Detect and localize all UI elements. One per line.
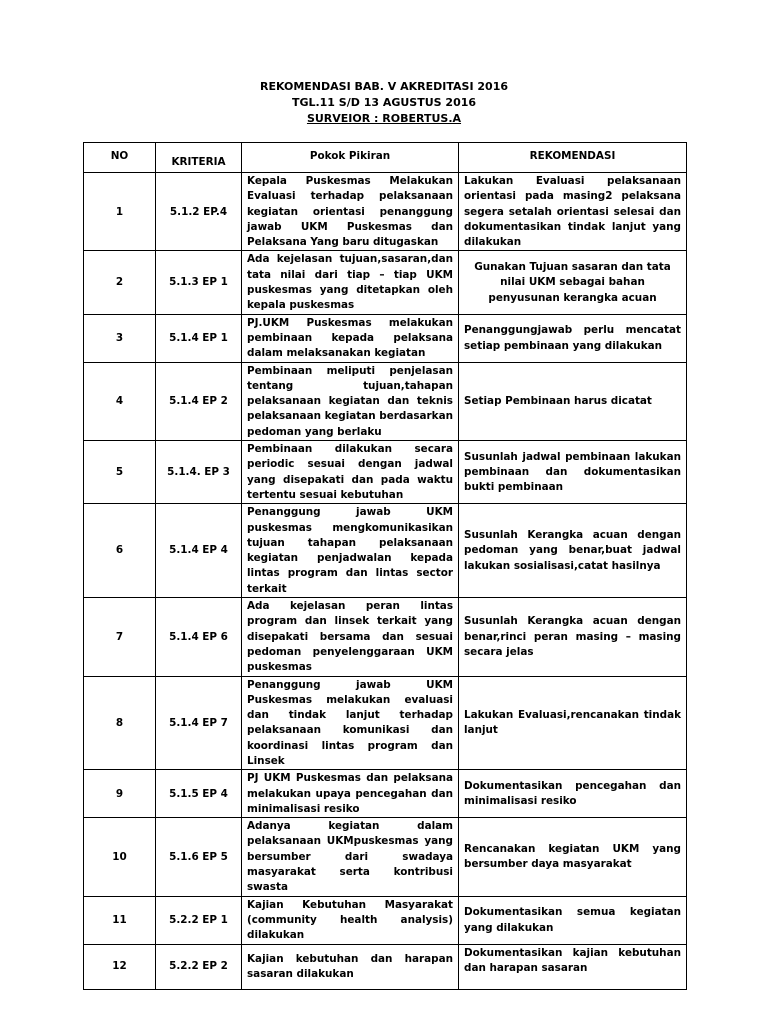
row-kriteria: 5.1.5 EP 4: [156, 770, 242, 818]
row-no: 7: [84, 598, 156, 676]
recommendation-table: [83, 142, 687, 990]
row-pokok-pikiran: Penanggung jawab UKM Puskesmas melakukan evaluasi dan tindak lanjut terhadap pelaksanaan komunikasi dan koordinasi lintas program dan Linsek: [242, 676, 459, 770]
row-no: 3: [84, 314, 156, 362]
document-date: TGL.11 S/D 13 AGUSTUS 2016: [291, 96, 477, 109]
row-no: 8: [84, 676, 156, 770]
row-kriteria: 5.1.4. EP 3: [156, 441, 242, 504]
row-no: 1: [84, 173, 156, 251]
table-row: [84, 896, 687, 944]
row-no: 10: [84, 818, 156, 896]
row-kriteria: 5.2.2 EP 1: [156, 896, 242, 944]
table-row: [84, 314, 687, 362]
document-header: [0, 79, 768, 127]
row-no: 5: [84, 441, 156, 504]
table-row: [84, 818, 687, 896]
row-rekomendasi: Setiap Pembinaan harus dicatat: [459, 362, 687, 440]
row-kriteria: 5.1.3 EP 1: [156, 251, 242, 314]
row-no: 4: [84, 362, 156, 440]
document-surveyor: SURVEIOR : ROBERTUS.A: [306, 112, 462, 125]
row-rekomendasi: Lakukan Evaluasi pelaksanaan orientasi pada masing2 pelaksana segera setalah orientasi selesai dan dokumentasikan tindak lanjut yang dilakukan: [459, 173, 687, 251]
row-rekomendasi: Penanggungjawab perlu mencatat setiap pembinaan yang dilakukan: [459, 314, 687, 362]
table-row: [84, 770, 687, 818]
row-pokok-pikiran: Ada kejelasan tujuan,sasaran,dan tata nilai dari tiap – tiap UKM puskesmas yang ditetapkan oleh kepala puskesmas: [242, 251, 459, 314]
row-pokok-pikiran: Adanya kegiatan dalam pelaksanaan UKMpuskesmas yang bersumber dari swadaya masyarakat serta kontribusi swasta: [242, 818, 459, 896]
column-header-pokok-pikiran: Pokok Pikiran: [242, 143, 459, 173]
table-row: [84, 251, 687, 314]
row-no: 11: [84, 896, 156, 944]
row-pokok-pikiran: PJ UKM Puskesmas dan pelaksana melakukan upaya pencegahan dan minimalisasi resiko: [242, 770, 459, 818]
table-row: [84, 441, 687, 504]
row-kriteria: 5.2.2 EP 2: [156, 944, 242, 989]
row-kriteria: 5.1.4 EP 6: [156, 598, 242, 676]
row-no: 12: [84, 944, 156, 989]
row-pokok-pikiran: Pembinaan dilakukan secara periodic sesuai dengan jadwal yang disepakati dan pada waktu tertentu sesuai kebutuhan: [242, 441, 459, 504]
row-no: 9: [84, 770, 156, 818]
row-pokok-pikiran: Kepala Puskesmas Melakukan Evaluasi terhadap pelaksanaan kegiatan orientasi penanggung jawab UKM Puskesmas dan Pelaksana Yang baru ditugaskan: [242, 173, 459, 251]
column-header-rekomendasi: REKOMENDASI: [459, 143, 687, 173]
column-header-no: NO: [84, 143, 156, 173]
row-rekomendasi: Lakukan Evaluasi,rencanakan tindak lanjut: [459, 676, 687, 770]
row-rekomendasi: Susunlah Kerangka acuan dengan benar,rinci peran masing – masing secara jelas: [459, 598, 687, 676]
row-rekomendasi: Dokumentasikan kajian kebutuhan dan harapan sasaran: [459, 944, 687, 989]
document-title: REKOMENDASI BAB. V AKREDITASI 2016: [259, 80, 509, 93]
table-row: [84, 173, 687, 251]
row-pokok-pikiran: Penanggung jawab UKM puskesmas mengkomunikasikan tujuan tahapan pelaksanaan kegiatan penjadwalan kepada lintas program dan lintas sector terkait: [242, 504, 459, 598]
row-rekomendasi: Gunakan Tujuan sasaran dan tata nilai UKM sebagai bahan penyusunan kerangka acuan: [459, 251, 687, 314]
row-kriteria: 5.1.4 EP 7: [156, 676, 242, 770]
column-header-kriteria: KRITERIA: [156, 143, 242, 173]
row-rekomendasi: Dokumentasikan semua kegiatan yang dilakukan: [459, 896, 687, 944]
table-row: [84, 676, 687, 770]
row-pokok-pikiran: Ada kejelasan peran lintas program dan linsek terkait yang disepakati bersama dan sesuai pedoman penyelenggaraan UKM puskesmas: [242, 598, 459, 676]
table-row: [84, 504, 687, 598]
row-rekomendasi: Susunlah Kerangka acuan dengan pedoman yang benar,buat jadwal lakukan sosialisasi,catat hasilnya: [459, 504, 687, 598]
row-kriteria: 5.1.4 EP 4: [156, 504, 242, 598]
row-kriteria: 5.1.4 EP 1: [156, 314, 242, 362]
table-header-row: [84, 143, 687, 173]
row-kriteria: 5.1.6 EP 5: [156, 818, 242, 896]
row-rekomendasi: Rencanakan kegiatan UKM yang bersumber daya masyarakat: [459, 818, 687, 896]
row-kriteria: 5.1.2 EP.4: [156, 173, 242, 251]
row-rekomendasi: Susunlah jadwal pembinaan lakukan pembinaan dan dokumentasikan bukti pembinaan: [459, 441, 687, 504]
row-pokok-pikiran: Kajian kebutuhan dan harapan sasaran dilakukan: [242, 944, 459, 989]
table-row: [84, 362, 687, 440]
row-pokok-pikiran: PJ.UKM Puskesmas melakukan pembinaan kepada pelaksana dalam melaksanakan kegiatan: [242, 314, 459, 362]
row-no: 2: [84, 251, 156, 314]
table-row: [84, 944, 687, 989]
row-kriteria: 5.1.4 EP 2: [156, 362, 242, 440]
row-pokok-pikiran: Pembinaan meliputi penjelasan tentang tujuan,tahapan pelaksanaan kegiatan dan teknis pelaksanaan kegiatan berdasarkan pedoman yang berlaku: [242, 362, 459, 440]
row-no: 6: [84, 504, 156, 598]
row-pokok-pikiran: Kajian Kebutuhan Masyarakat (community health analysis) dilakukan: [242, 896, 459, 944]
row-rekomendasi: Dokumentasikan pencegahan dan minimalisasi resiko: [459, 770, 687, 818]
table-row: [84, 598, 687, 676]
